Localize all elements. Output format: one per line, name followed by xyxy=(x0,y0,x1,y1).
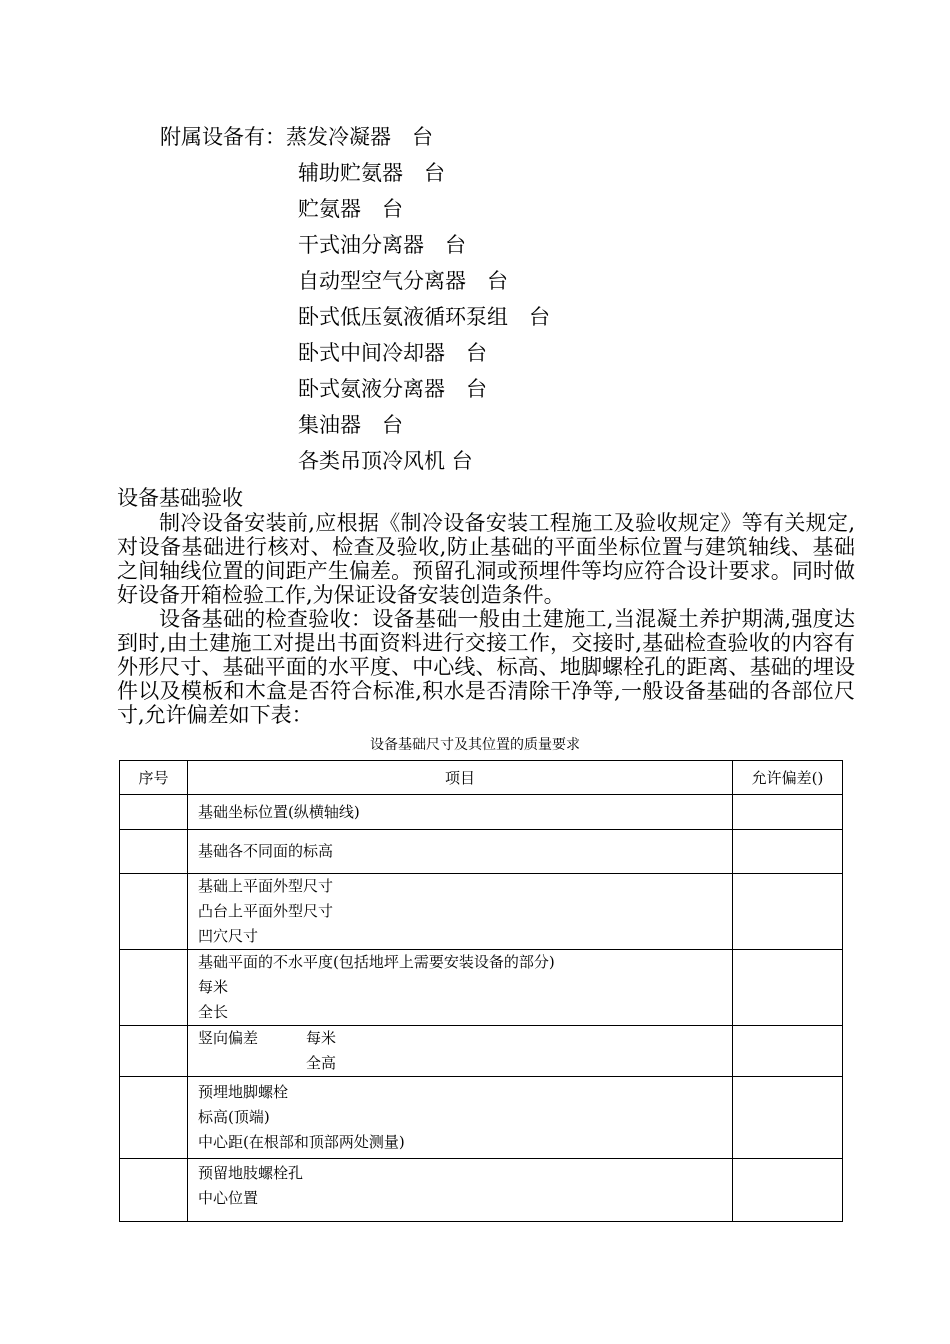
table-caption: 设备基础尺寸及其位置的质量要求 xyxy=(370,737,580,753)
row-item-cell xyxy=(188,795,733,830)
table-row xyxy=(120,830,843,874)
row-item-cell xyxy=(188,1077,733,1159)
table-row xyxy=(120,795,843,830)
header-tolerance: 允许偏差() xyxy=(733,761,843,795)
table-row xyxy=(120,1159,843,1222)
equipment-item: 辅助贮氨器 台 xyxy=(298,161,445,185)
quality-table xyxy=(119,760,843,1222)
item-line: 基础平面的不水平度(包括地坪上需要安装设备的部分) xyxy=(198,953,555,971)
equipment-item: 卧式低压氨液循环泵组 台 xyxy=(298,305,550,329)
row-tolerance-cell xyxy=(733,795,843,830)
item-line: 凸台上平面外型尺寸 xyxy=(198,902,334,920)
item-line: 标高(顶端) xyxy=(198,1108,270,1126)
item-line: 全长 xyxy=(198,1003,229,1021)
row-no-cell xyxy=(120,830,188,874)
row-item-cell xyxy=(188,1026,733,1077)
paragraph-inspection: 设备基础的检查验收：设备基础一般由土建施工,当混凝土养护期满,强度达到时,由土建施工对提出书面资料进行交接工作，交接时,基础检查验收的内容有外形尺寸、基础平面的水平度、中心线、标高、地脚螺栓孔的距离、基础的埋设件以及模板和木盒是否符合标准,积水是否清除干净等,一般设备基础的各部位尺寸,允许偏差如下表： xyxy=(117,607,855,727)
equipment-intro: 附属设备有：蒸发冷凝器 台 xyxy=(160,125,433,149)
table-row xyxy=(120,874,843,950)
equipment-item: 各类吊顶冷风机 台 xyxy=(298,449,473,473)
vertical-deviation-row xyxy=(198,1051,732,1076)
table-header-row xyxy=(120,761,843,795)
equipment-item: 自动型空气分离器 台 xyxy=(298,269,508,293)
row-item-cell xyxy=(188,1159,733,1222)
row-no-cell xyxy=(120,795,188,830)
row-no-cell xyxy=(120,1077,188,1159)
spacer xyxy=(198,1051,306,1076)
row-tolerance-cell xyxy=(733,1026,843,1077)
item-line: 中心位置 xyxy=(198,1189,259,1207)
header-item: 项目 xyxy=(188,761,733,795)
row-item-cell xyxy=(188,950,733,1026)
row-item-cell xyxy=(188,874,733,950)
item-line: 基础坐标位置(纵横轴线) xyxy=(198,802,360,821)
item-line: 每米 xyxy=(198,978,229,996)
row-tolerance-cell xyxy=(733,1077,843,1159)
item-line: 每米 xyxy=(306,1029,337,1047)
row-no-cell xyxy=(120,1026,188,1077)
item-line: 基础上平面外型尺寸 xyxy=(198,877,334,895)
equipment-item: 贮氨器 台 xyxy=(298,197,403,221)
item-line: 中心距(在根部和顶部两处测量) xyxy=(198,1133,405,1151)
row-item-cell xyxy=(188,830,733,874)
row-no-cell xyxy=(120,1159,188,1222)
header-no: 序号 xyxy=(120,761,188,795)
row-tolerance-cell xyxy=(733,830,843,874)
equipment-item: 卧式中间冷却器 台 xyxy=(298,341,487,365)
equipment-item: 干式油分离器 台 xyxy=(298,233,466,257)
row-tolerance-cell xyxy=(733,1159,843,1222)
vertical-deviation-label: 竖向偏差 xyxy=(198,1029,259,1047)
row-no-cell xyxy=(120,950,188,1026)
item-line: 凹穴尺寸 xyxy=(198,927,259,945)
item-line: 全高 xyxy=(306,1054,337,1072)
table-row xyxy=(120,1026,843,1077)
vertical-deviation-row xyxy=(198,1026,732,1051)
row-no-cell xyxy=(120,874,188,950)
equipment-item: 卧式氨液分离器 台 xyxy=(298,377,487,401)
row-tolerance-cell xyxy=(733,874,843,950)
equipment-list xyxy=(298,159,550,483)
row-tolerance-cell xyxy=(733,950,843,1026)
paragraph-install: 制冷设备安装前,应根据《制冷设备安装工程施工及验收规定》等有关规定,对设备基础进行核对、检查及验收,防止基础的平面坐标位置与建筑轴线、基础之间轴线位置的间距产生偏差。预留孔洞或预埋件等均应符合设计要求。同时做好设备开箱检验工作,为保证设备安装创造条件。 xyxy=(117,511,855,607)
section-title: 设备基础验收 xyxy=(117,486,243,510)
table-row xyxy=(120,1077,843,1159)
item-line: 预留地肢螺栓孔 xyxy=(198,1164,304,1182)
table-row xyxy=(120,950,843,1026)
item-line: 基础各不同面的标高 xyxy=(198,842,334,860)
equipment-item: 集油器 台 xyxy=(298,413,403,437)
item-line: 预埋地脚螺栓 xyxy=(198,1083,289,1101)
